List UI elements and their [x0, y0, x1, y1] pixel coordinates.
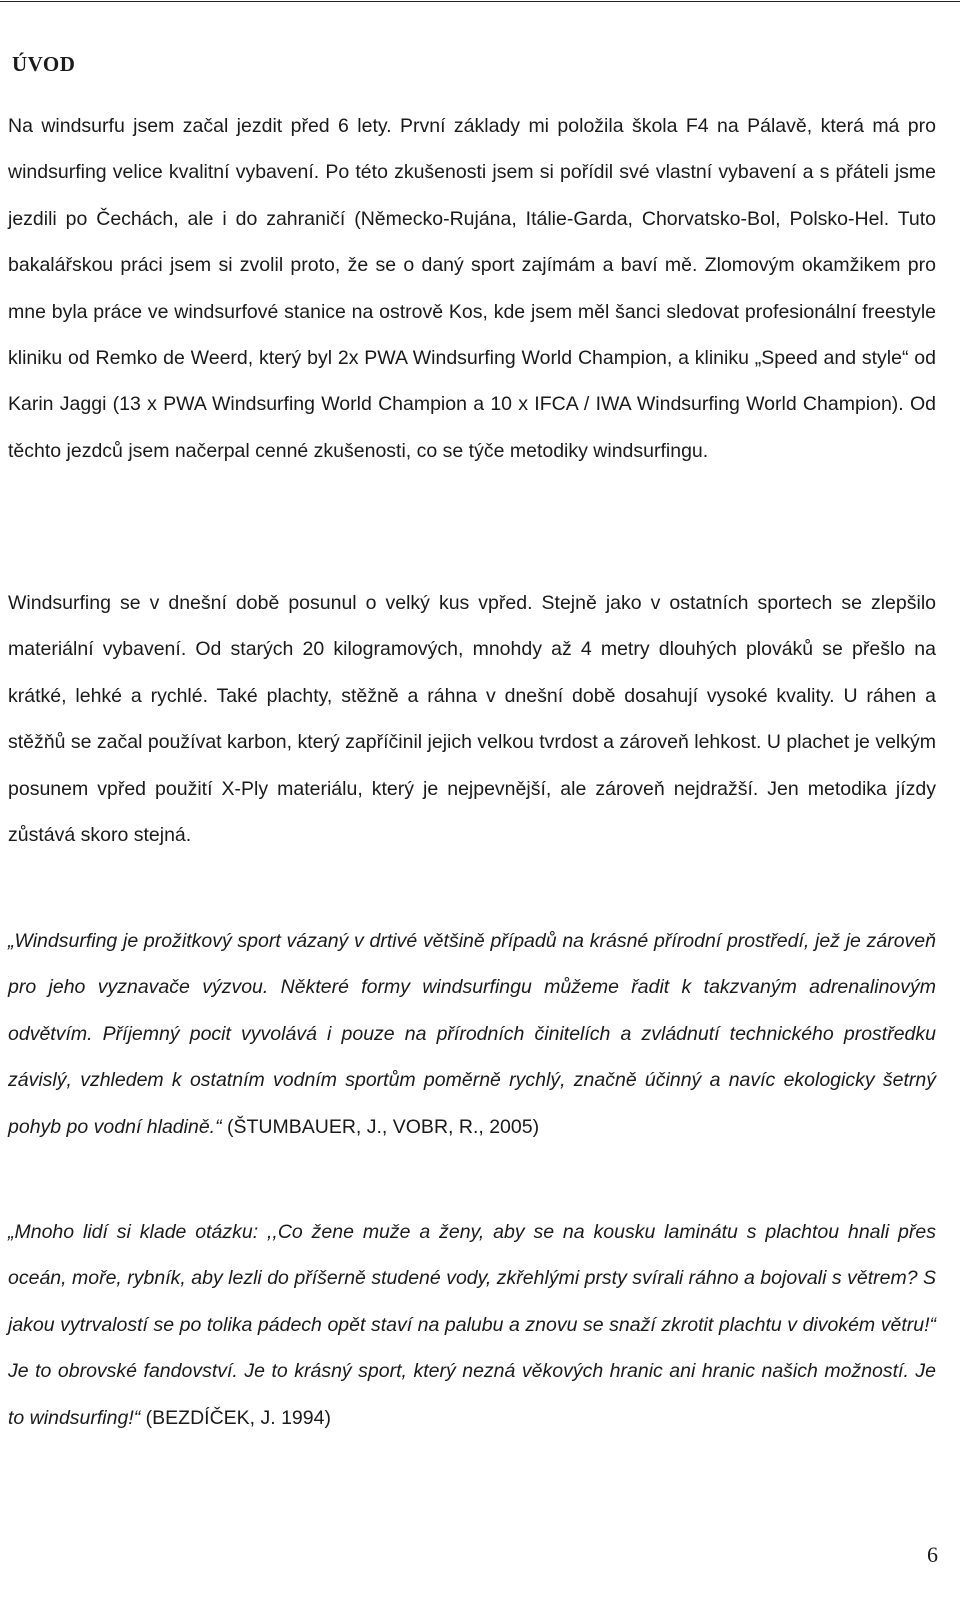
section-heading: ÚVOD [12, 52, 76, 76]
intro-paragraph: Na windsurfu jsem začal jezdit před 6 lety. První základy mi položila škola F4 na Pálavě, která má pro windsurfing velice kvalitní vybavení. Po této zkušenosti jsem si pořídil své vlastní vybavení a s přáteli jsme jezdili po Čechách, ale i do zahraničí (Německo-Rujána, Itálie-Garda, Chorvatsko-Bol, Polsko-Hel. Tuto bakalářskou práci jsem si zvolil proto, že se o daný sport zajímám a baví mě. Zlomovým okamžikem pro mne byla práce ve windsurfové stanice na ostrově Kos, kde jsem měl šanci sledovat profesionální freestyle kliniku od Remko de Weerd, který byl 2x PWA Windsurfing World Champion, a kliniku „Speed and style“ od Karin Jaggi (13 x PWA Windsurfing World Champion a 10 x IFCA / IWA Windsurfing World Champion). Od těchto jezdců jsem načerpal cenné zkušenosti, co se týče metodiky windsurfingu. [8, 115, 936, 462]
page-number: 6 [927, 1542, 938, 1567]
equipment-paragraph: Windsurfing se v dnešní době posunul o velký kus vpřed. Stejně jako v ostatních sportech se zlepšilo materiální vybavení. Od starých 20 kilogramových, mnohdy až 4 metry dlouhých plováků se přešlo na krátké, lehké a rychlé. Také plachty, stěžně a ráhna v dnešní době dosahují vysoké kvality. U ráhen a stěžňů se začal používat karbon, který zapříčinil jejich velkou tvrdost a zároveň lehkost. U plachet je velkým posunem vpřed použití X-Ply materiálu, který je nejpevnější, ale zároveň nejdražší. Jen metodika jízdy zůstává skoro stejná. [8, 592, 936, 847]
quote-citation: (BEZDÍČEK, J. 1994) [145, 1406, 331, 1429]
quote-text: „Windsurfing je prožitkový sport vázaný v drtivé většině případů na krásné přírodní prostředí, jež je zároveň pro jeho vyznavače výzvou. Některé formy windsurfingu můžeme řadit k takzvaným adrenalinovým odvětvím. Příjemný pocit vyvolává i pouze na přírodních činitelích a zvládnutí technického prostředku závislý, vzhledem k ostatním vodním sportům poměrně rychlý, značně účinný a navíc ekologicky šetrný pohyb po vodní hladině.“ [8, 930, 936, 1138]
quote-citation: (ŠTUMBAUER, J., VOBR, R., 2005) [227, 1115, 540, 1138]
quote-block [8, 918, 936, 1150]
quote-block [8, 1209, 936, 1441]
quote-text: „Mnoho lidí si klade otázku: ,,Co žene muže a ženy, aby se na kousku laminátu s plachtou hnali přes oceán, moře, rybník, aby lezli do příšerně studené vody, zkřehlými prsty svírali ráhno a bojovali s větrem? S jakou vytrvalostí se po tolika pádech opět staví na palubu a znovu se snaží zkrotit plachtu v divokém větru!“ Je to obrovské fandovství. Je to krásný sport, který nezná věkových hranic ani hranic našich možností. Je to windsurfing!“ [8, 1221, 936, 1429]
header-rule [0, 1, 960, 2]
